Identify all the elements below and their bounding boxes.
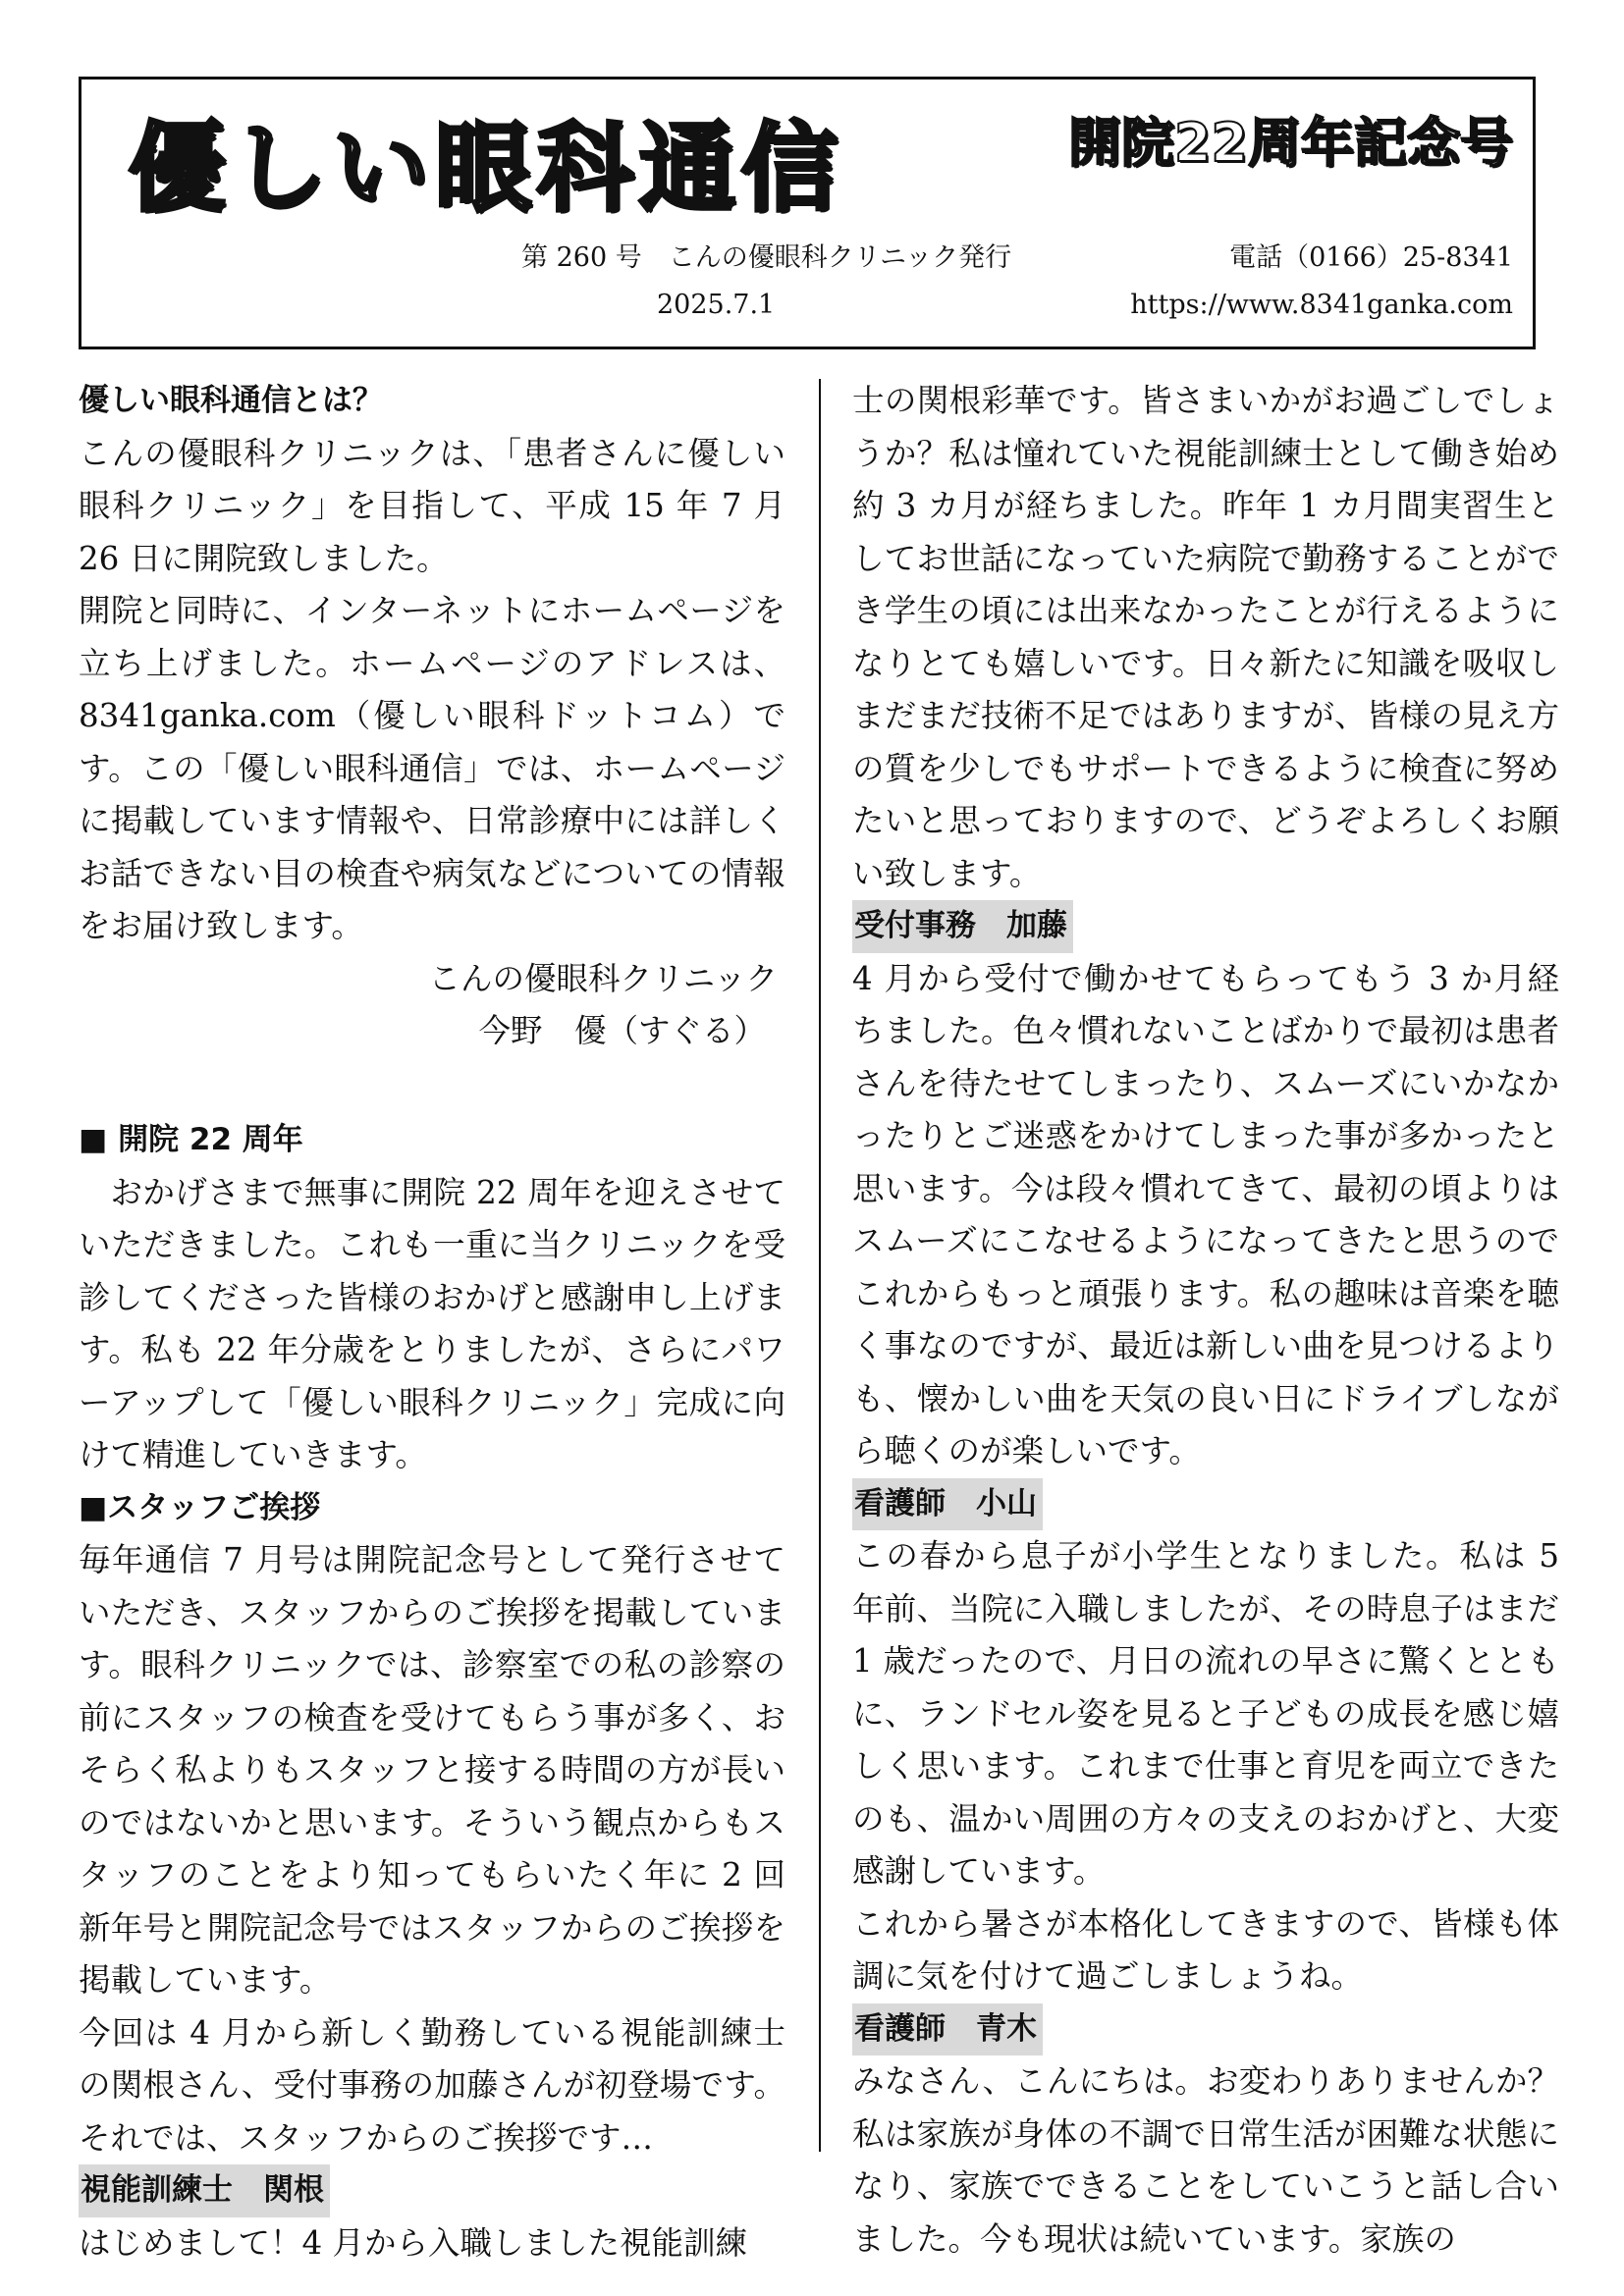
issue-info: 第 260 号 こんの優眼科クリニック発行 bbox=[521, 242, 1012, 273]
aoki-paragraph: みなさん、こんにちは。お変わりありませんか？私は家族が身体の不調で日常生活が困難な状態になり、家族でできることをしていこうと話し合いました。今も現状は続いています。家族の bbox=[852, 2062, 1559, 2258]
right-column bbox=[852, 375, 1559, 2266]
spacer bbox=[79, 1058, 785, 1111]
signature-name: 今野 優（すぐる） bbox=[478, 1012, 766, 1049]
issue-date: 2025.7.1 bbox=[657, 290, 776, 320]
staff-heading: ■スタッフご挨拶 bbox=[79, 1489, 321, 1525]
phone-number: 電話（0166）25-8341 bbox=[1229, 242, 1513, 273]
koyama-paragraph-1: この春から息子が小学生となりました。私は 5 年前、当院に入職しましたが、その時息子はまだ 1 歳だったので、月日の流れの早さに驚くとともに、ランドセル姿を見ると子どもの成長を感じ嬉しく思います。これまで仕事と育児を両立できたのも、温かい周囲の方々の支えのおかげと、大変感謝しています。 bbox=[852, 1537, 1559, 1890]
sekine-heading-label: 視能訓練士 関根 bbox=[79, 2164, 330, 2217]
anniversary-paragraph: おかげさまで無事に開院 22 周年を迎えさせていただきました。これも一重に当クリニックを受診してくださった皆様のおかげと感謝申し上げます。私も 22 年分歳をとりましたが、さらにパワーアップして「優しい眼科クリニック」完成に向けて精進していきます。 bbox=[79, 1173, 785, 1473]
column-divider bbox=[819, 379, 821, 2152]
intro-paragraph-2: 開院と同時に、インターネットにホームページを立ち上げました。ホームページのアドレスは、8341ganka.com（優しい眼科ドットコム）です。この「優しい眼科通信」では、ホームページに掲載しています情報や、日常診療中には詳しくお話できない目の検査や病気などについての情報をお届け致します。 bbox=[79, 592, 785, 944]
sekine-paragraph-continued: 士の関根彩華です。皆さまいかがお過ごしでしょうか？私は憧れていた視能訓練士として働き始め約 3 カ月が経ちました。昨年 1 カ月間実習生としてお世話になっていた病院で勤務することができ学生の頃には出来なかったことが行えるようになりとても嬉しいです。日々新たに知識を吸収しまだまだ技術不足ではありますが、皆様の見え方の質を少しでもサポートできるように検査に努めたいと思っておりますので、どうぞよろしくお願い致します。 bbox=[852, 382, 1559, 892]
staff-paragraph-1: 毎年通信 7 月号は開院記念号として発行させていただき、スタッフからのご挨拶を掲載しています。眼科クリニックでは、診察室での私の診察の前にスタッフの検査を受けてもらう事が多く、おそらく私よりもスタッフと接する時間の方が長いのではないかと思います。そういう観点からもスタッフのことをより知ってもらいたく年に 2 回新年号と開院記念号ではスタッフからのご挨拶を掲載しています。 bbox=[79, 1541, 785, 1999]
newsletter-header bbox=[79, 77, 1536, 349]
intro-heading: 優しい眼科通信とは？ bbox=[79, 383, 383, 418]
aoki-heading-label: 看護師 青木 bbox=[852, 2003, 1043, 2056]
koyama-heading-label: 看護師 小山 bbox=[852, 1478, 1043, 1531]
koyama-paragraph-2: これから暑さが本格化してきますので、皆様も体調に気を付けて過ごしましょうね。 bbox=[852, 1904, 1559, 1995]
koyama-heading bbox=[852, 1478, 1559, 1531]
intro-paragraph-1: こんの優眼科クリニックは、「患者さんに優しい眼科クリニック」を目指して、平成 15 年 7 月 26 日に開院致しました。 bbox=[79, 434, 785, 577]
kato-heading-label: 受付事務 加藤 bbox=[852, 900, 1073, 953]
left-column bbox=[79, 375, 785, 2269]
kato-paragraph: 4 月から受付で働かせてもらってもう 3 か月経ちました。色々慣れないことばかりで最初は患者さんを待たせてしまったり、スムーズにいかなかったりとご迷惑をかけてしまった事が多かったと思います。今は段々慣れてきて、最初の頃よりはスムーズにこなせるようになってきたと思うのでこれからもっと頑張ります。私の趣味は音楽を聴く事なのですが、最近は新しい曲を見つけるよりも、懐かしい曲を天気の良い日にドライブしながら聴くのが楽しいです。 bbox=[852, 959, 1559, 1469]
anniversary-badge: 開院22周年記念号 bbox=[1067, 112, 1513, 174]
anniversary-heading: ■ 開院 22 周年 bbox=[79, 1122, 303, 1157]
sekine-paragraph-start: はじめまして！4 月から入職しました視能訓練 bbox=[79, 2223, 748, 2262]
newsletter-title: 優しい眼科通信 bbox=[129, 113, 844, 225]
website-url[interactable]: https://www.8341ganka.com bbox=[1130, 290, 1513, 320]
sekine-heading bbox=[79, 2164, 785, 2217]
aoki-heading bbox=[852, 2003, 1559, 2056]
signature-clinic: こんの優眼科クリニック bbox=[428, 959, 778, 997]
staff-paragraph-2: 今回は 4 月から新しく勤務している視能訓練士の関根さん、受付事務の加藤さんが初登場です。それでは、スタッフからのご挨拶です… bbox=[79, 2013, 785, 2157]
kato-heading bbox=[852, 900, 1559, 953]
